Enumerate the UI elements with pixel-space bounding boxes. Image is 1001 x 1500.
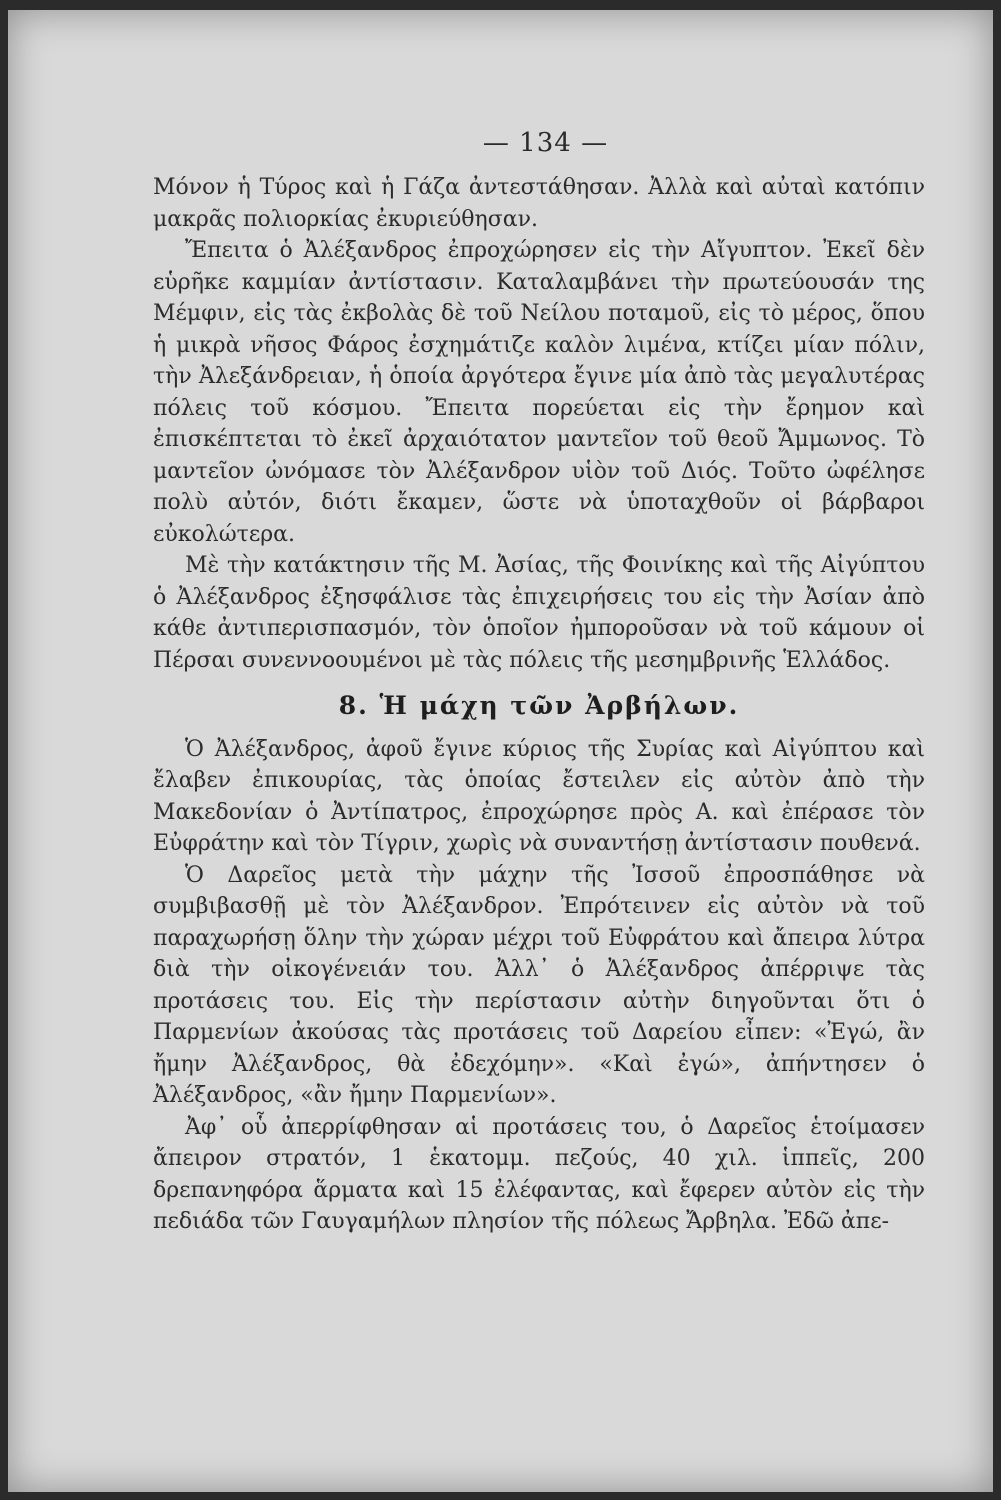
- paragraph: Μόνον ἡ Τύρος καὶ ἡ Γάζα ἀντεστάθησαν. Ἀλλὰ καὶ αὐταὶ κατόπιν μακρᾶς πολιορκίας ἐκυριεύθησαν.: [153, 175, 925, 232]
- book-page: [8, 10, 993, 1492]
- paragraph: Ὁ Ἀλέξανδρος, ἀφοῦ ἔγινε κύριος τῆς Συρίας καὶ Αἰγύπτου καὶ ἔλαβεν ἐπικουρίας, τὰς ὁποίας ἔστειλεν εἰς αὐτὸν ἀπὸ τὴν Μακεδονίαν ὁ Ἀντίπατρος, ἐπροχώρησε πρὸς Α. καὶ ἐπέρασε τὸν Εὐφράτην καὶ τὸν Τίγριν, χωρὶς νὰ συναντήσῃ ἀντίστασιν πουθενά.: [153, 736, 925, 856]
- paragraph: Ἀφ᾽ οὗ ἀπερρίφθησαν αἱ προτάσεις του, ὁ Δαρεῖος ἑτοίμασεν ἄπειρον στρατόν, 1 ἑκατομμ. πεζούς, 40 χιλ. ἱππεῖς, 200 δρεπανηφόρα ἅρματα καὶ 15 ἐλέφαντας, καὶ ἔφερεν αὐτὸν εἰς τὴν πεδιάδα τῶν Γαυγαμήλων πλησίον τῆς πόλεως Ἄρβηλα. Ἐδῶ ἀπε-: [153, 1114, 925, 1234]
- paragraph: Μὲ τὴν κατάκτησιν τῆς Μ. Ἀσίας, τῆς Φοινίκης καὶ τῆς Αἰγύπτου ὁ Ἀλέξανδρος ἐξησφάλισε τὰς ἐπιχειρήσεις του εἰς τὴν Ἀσίαν ἀπὸ κάθε ἀντιπερισπασμόν, τὸν ὁποῖον ἠμποροῦσαν νὰ τοῦ κάμουν οἱ Πέρσαι συνεννοουμένοι μὲ τὰς πόλεις τῆς μεσημβρινῆς Ἑλλάδος.: [153, 553, 925, 673]
- section-heading: 8. Ἡ μάχη τῶν Ἀρβήλων.: [338, 691, 740, 720]
- page-number: — 134 —: [482, 128, 609, 158]
- page-text: [153, 172, 925, 1238]
- paragraph: Ὁ Δαρεῖος μετὰ τὴν μάχην τῆς Ἰσσοῦ ἐπροσπάθησε νὰ συμβιβασθῇ μὲ τὸν Ἀλέξανδρον. Ἐπρότεινεν εἰς αὐτὸν νὰ τοῦ παραχωρήσῃ ὅλην τὴν χώραν μέχρι τοῦ Εὐφράτου καὶ ἄπειρα λύτρα διὰ τὴν οἰκογένειάν του. Ἀλλ᾽ ὁ Ἀλέξανδρος ἀπέρριψε τὰς προτάσεις του. Εἰς τὴν περίστασιν αὐτὴν διηγοῦνται ὅτι ὁ Παρμενίων ἀκούσας τὰς προτάσεις τοῦ Δαρείου εἶπεν: «Ἐγώ, ἂν ἤμην Ἀλέξανδρος, θὰ ἐδεχόμην». «Καὶ ἐγώ», ἀπήντησεν ὁ Ἀλέξανδρος, «ἂν ἤμην Παρμενίων».: [153, 862, 925, 1108]
- paragraph: Ἔπειτα ὁ Ἀλέξανδρος ἐπροχώρησεν εἰς τὴν Αἴγυπτον. Ἐκεῖ δὲν εὑρῆκε καμμίαν ἀντίστασιν. Καταλαμβάνει τὴν πρωτεύουσάν της Μέμφιν, εἰς τὰς ἐκβολὰς δὲ τοῦ Νείλου ποταμοῦ, εἰς τὸ μέρος, ὅπου ἡ μικρὰ νῆσος Φάρος ἐσχημάτιζε καλὸν λιμένα, κτίζει μίαν πόλιν, τὴν Ἀλεξάνδρειαν, ἡ ὁποία ἀργότερα ἔγινε μία ἀπὸ τὰς μεγαλυτέρας πόλεις τοῦ κόσμου. Ἔπειτα πορεύεται εἰς τὴν ἔρημον καὶ ἐπισκέπτεται τὸ ἐκεῖ ἀρχαιότατον μαντεῖον τοῦ θεοῦ Ἄμμωνος. Τὸ μαντεῖον ὠνόμασε τὸν Ἀλέξανδρον υἱὸν τοῦ Διός. Τοῦτο ὠφέλησε πολὺ αὐτόν, διότι ἔκαμεν, ὥστε νὰ ὑποταχθοῦν οἱ βάρβαροι εὐκολώτερα.: [153, 238, 925, 547]
